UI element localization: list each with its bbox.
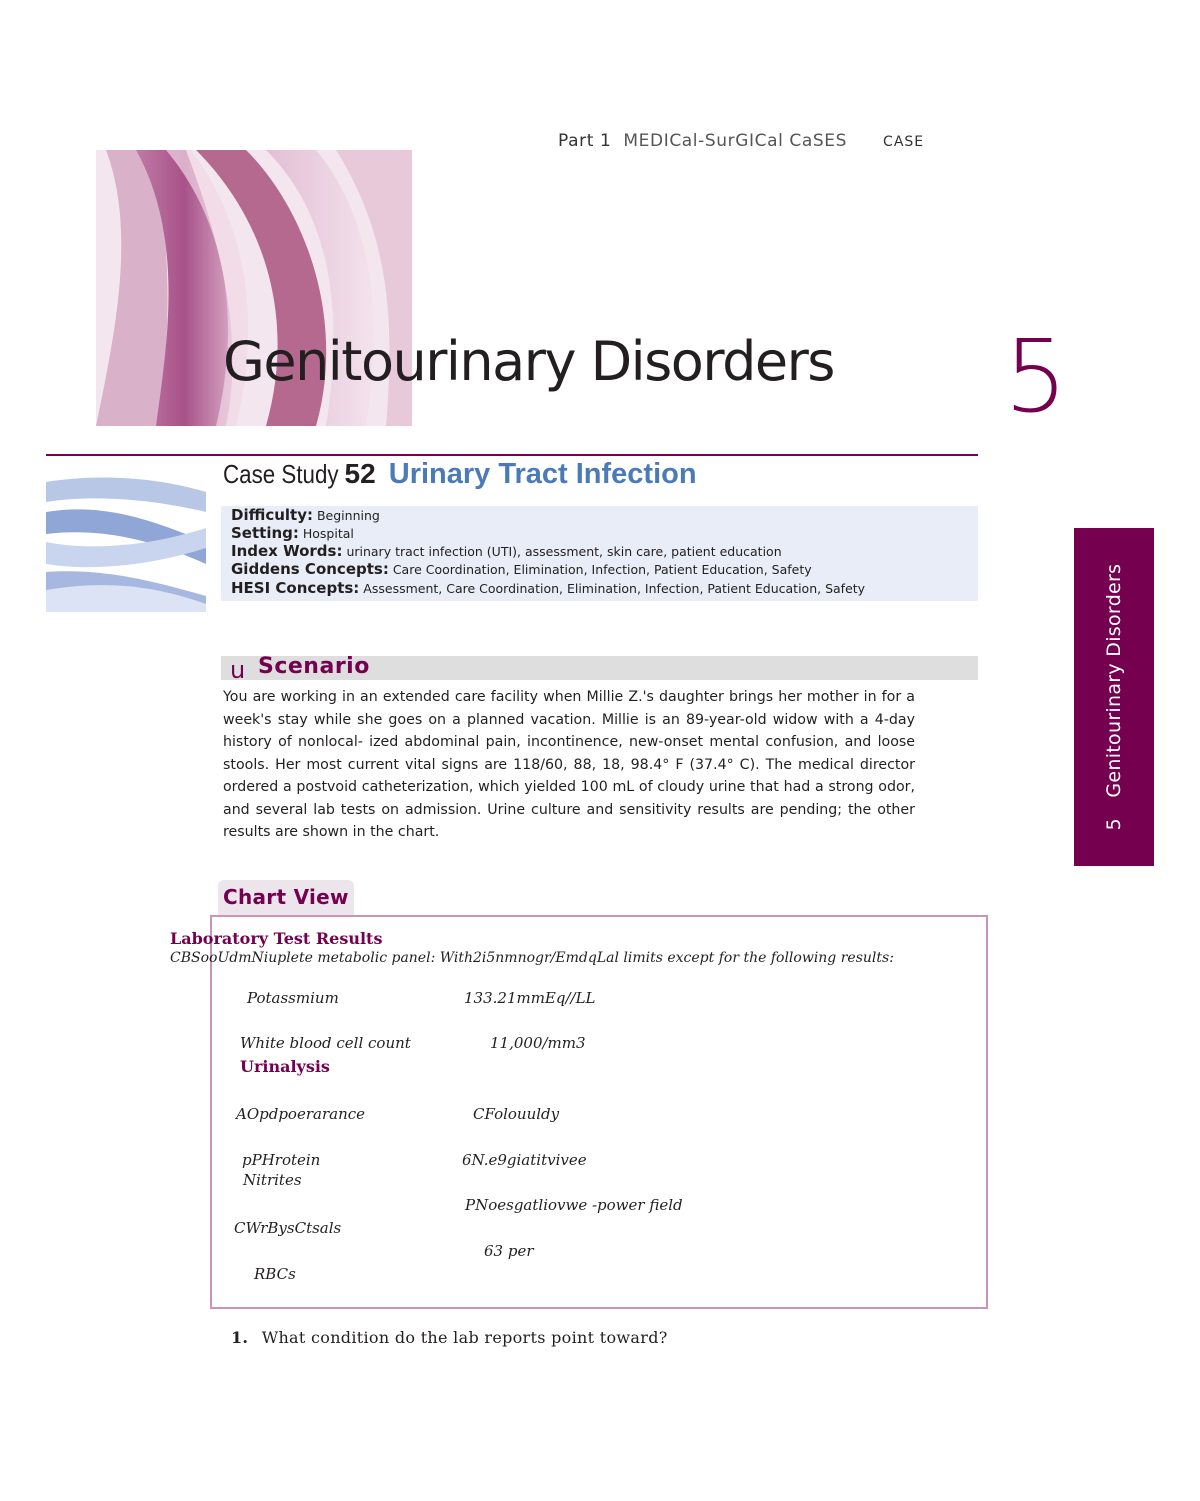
ph-label: pPHrotein: [242, 1151, 321, 1169]
index-words-value: urinary tract infection (UTI), assessment, skin care, patient education: [346, 544, 782, 559]
difficulty-label: Difficulty:: [231, 506, 313, 524]
case-label: CASE: [883, 134, 925, 150]
urinalysis-heading: Urinalysis: [240, 1057, 330, 1076]
potassium-value: 133.21mmEq//LL: [464, 989, 596, 1007]
side-tab-number: 5: [1103, 817, 1125, 831]
part-label: Part 1: [558, 131, 612, 151]
hesi-row: [231, 579, 865, 597]
case-metadata: [221, 506, 978, 601]
difficulty-row: [231, 506, 380, 524]
case-study-heading: [223, 458, 697, 491]
index-words-label: Index Words:: [231, 542, 343, 560]
setting-row: [231, 524, 354, 542]
ph-value: 6N.e9giatitvivee: [462, 1151, 587, 1169]
lab-results-note: CBSooUdmNiuplete metabolic panel: With2i5nmnogr/EmdqLal limits except for the following results:: [170, 950, 894, 966]
chapter-side-tab: [1074, 528, 1154, 866]
appearance-value: CFolouuldy: [473, 1105, 560, 1123]
potassium-label: Potassmium: [247, 989, 339, 1007]
power-field-value: PNoesgatliovwe -power field: [465, 1196, 683, 1214]
giddens-value: Care Coordination, Elimination, Infection, Patient Education, Safety: [392, 562, 812, 577]
setting-label: Setting:: [231, 524, 299, 542]
chart-view-label: Chart View: [223, 885, 349, 909]
scenario-icon: u: [230, 656, 246, 684]
side-tab-label: Genitourinary Disorders: [1103, 563, 1125, 798]
section-label: MEDICal-SurGICal CaSES: [623, 131, 848, 151]
question-1: [231, 1328, 668, 1347]
title-divider: [46, 454, 978, 456]
per-value: 63 per: [484, 1242, 534, 1260]
giddens-row: [231, 560, 812, 578]
wbc-casts-label: CWrBysCtsals: [234, 1219, 342, 1237]
scenario-text: You are working in an extended care facility when Millie Z.'s daughter brings her mother in for a week's stay while she goes on a planned vacation. Millie is an 89-year-old widow with a 4-day history of nonlocal- ized abdominal pain, incontinence, new-onset mental confusion, and loose stools. Her most current vital signs are 118/60, 88, 18, 98.4° F (37.4° C). The medical director ordered a postvoid catheterization, which yielded 100 mL of cloudy urine that had a strong odor, and several lab tests on admission. Urine culture and sensitivity results are pending; the other results are shown in the chart.: [223, 689, 915, 840]
appearance-label: AOpdpoerarance: [236, 1105, 366, 1123]
case-study-number: 52: [344, 458, 376, 489]
case-study-label: Case Study: [223, 459, 339, 489]
wbc-value: 11,000/mm3: [490, 1034, 586, 1052]
running-head: [558, 131, 924, 151]
question-text: What condition do the lab reports point toward?: [261, 1328, 668, 1347]
wbc-label: White blood cell count: [240, 1034, 411, 1052]
lab-results-heading: Laboratory Test Results: [170, 929, 383, 948]
setting-value: Hospital: [302, 526, 354, 541]
hesi-value: Assessment, Care Coordination, Elimination, Infection, Patient Education, Safety: [363, 581, 866, 596]
giddens-label: Giddens Concepts:: [231, 560, 389, 578]
chapter-number: 5: [1004, 318, 1068, 435]
difficulty-value: Beginning: [316, 508, 380, 523]
chapter-title: Genitourinary Disorders: [223, 330, 834, 393]
scenario-title: Scenario: [258, 654, 370, 679]
hesi-label: HESI Concepts:: [231, 579, 360, 597]
case-study-topic: Urinary Tract Infection: [388, 458, 697, 490]
nitrites-label: Nitrites: [243, 1171, 302, 1189]
case-ribbon-art: [46, 472, 206, 612]
rbcs-label: RBCs: [254, 1265, 296, 1283]
index-words-row: [231, 542, 782, 560]
question-number: 1.: [231, 1328, 249, 1347]
side-tab-text: [1103, 564, 1125, 831]
